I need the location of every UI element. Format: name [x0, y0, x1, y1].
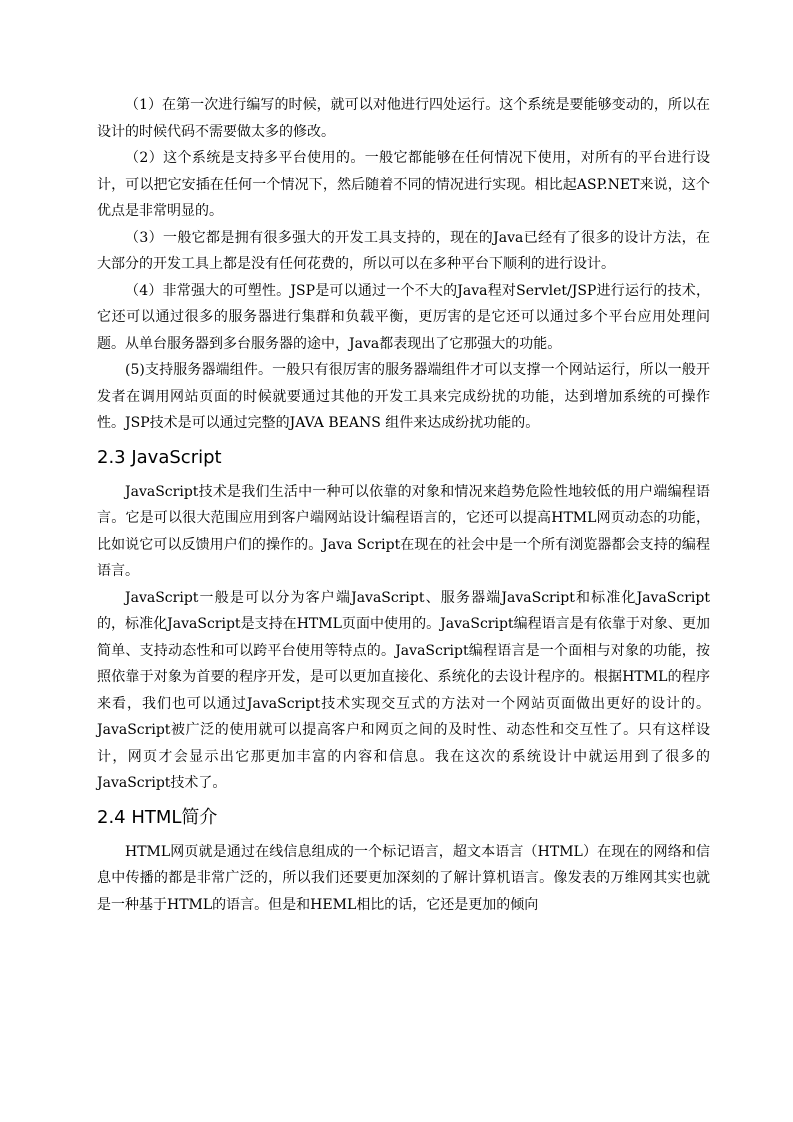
- paragraph: （4）非常强大的可塑性。JSP是可以通过一个不大的Java程对Servlet/JSP进行运行的技术，它还可以通过很多的服务器进行集群和负载平衡，更厉害的是它还可以通过多个平台应用处理问题。从单台服务器到多台服务器的途中，Java都表现出了它那强大的功能。: [97, 282, 710, 352]
- paragraph: JavaScript一般是可以分为客户端JavaScript、服务器端JavaScript和标准化JavaScript的，标准化JavaScript是支持在HTML页面中使用的。JavaScript编程语言是有依靠于对象、更加简单、支持动态性和可以跨平台使用等特点的。JavaScript编程语言是一个面相与对象的功能，按照依靠于对象为首要的程序开发，是可以更加直接化、系统化的去设计程序的。根据HTML的程序来看，我们也可以通过JavaScript技术实现交互式的方法对一个网站页面做出更好的设计的。JavaScript被广泛的使用就可以提高客户和网页之间的及时性、动态性和交互性了。只有这样设计，网页才会显示出它那更加丰富的内容和信息。我在这次的系统设计中就运用到了很多的JavaScript技术了。: [97, 589, 710, 791]
- paragraph: （3）一般它都是拥有很多强大的开发工具支持的，现在的Java已经有了很多的设计方法，在大部分的开发工具上都是没有任何花费的，所以可以在多种平台下顺利的进行设计。: [97, 229, 710, 272]
- paragraph: JavaScript技术是我们生活中一种可以依靠的对象和情况来趋势危险性地较低的用户端编程语言。它是可以很大范围应用到客户端网站设计编程语言的，它还可以提高HTML网页动态的功能，比如说它可以反馈用户们的操作的。Java Script在现在的社会中是一个所有浏览器都会支持的编程语言。: [97, 483, 710, 579]
- section-heading-html: 2.4 HTML简介: [97, 806, 218, 828]
- paragraph: (5)支持服务器端组件。一般只有很厉害的服务器端组件才可以支撑一个网站运行，所以一般开发者在调用网站页面的时候就要通过其他的开发工具来完成纷扰的功能，达到增加系统的可操作性。JSP技术是可以通过完整的JAVA BEANS 组件来达成纷扰功能的。: [97, 362, 710, 431]
- paragraph: HTML网页就是通过在线信息组成的一个标记语言，超文本语言（HTML）在现在的网络和信息中传播的都是非常广泛的，所以我们还要更加深刻的了解计算机语言。像发表的万维网其实也就是一种基于HTML的语言。但是和HEML相比的话，它还是更加的倾向: [97, 843, 710, 913]
- paragraph: （2）这个系统是支持多平台使用的。一般它都能够在任何情况下使用，对所有的平台进行设计，可以把它安插在任何一个情况下，然后随着不同的情况进行实现。相比起ASP.NET来说，这个优点是非常明显的。: [97, 150, 710, 219]
- section-heading-javascript: 2.3 JavaScript: [97, 446, 222, 468]
- document-page: [97, 92, 710, 918]
- paragraph: （1）在第一次进行编写的时候，就可以对他进行四处运行。这个系统是要能够变动的，所以在设计的时候代码不需要做太多的修改。: [97, 97, 710, 140]
